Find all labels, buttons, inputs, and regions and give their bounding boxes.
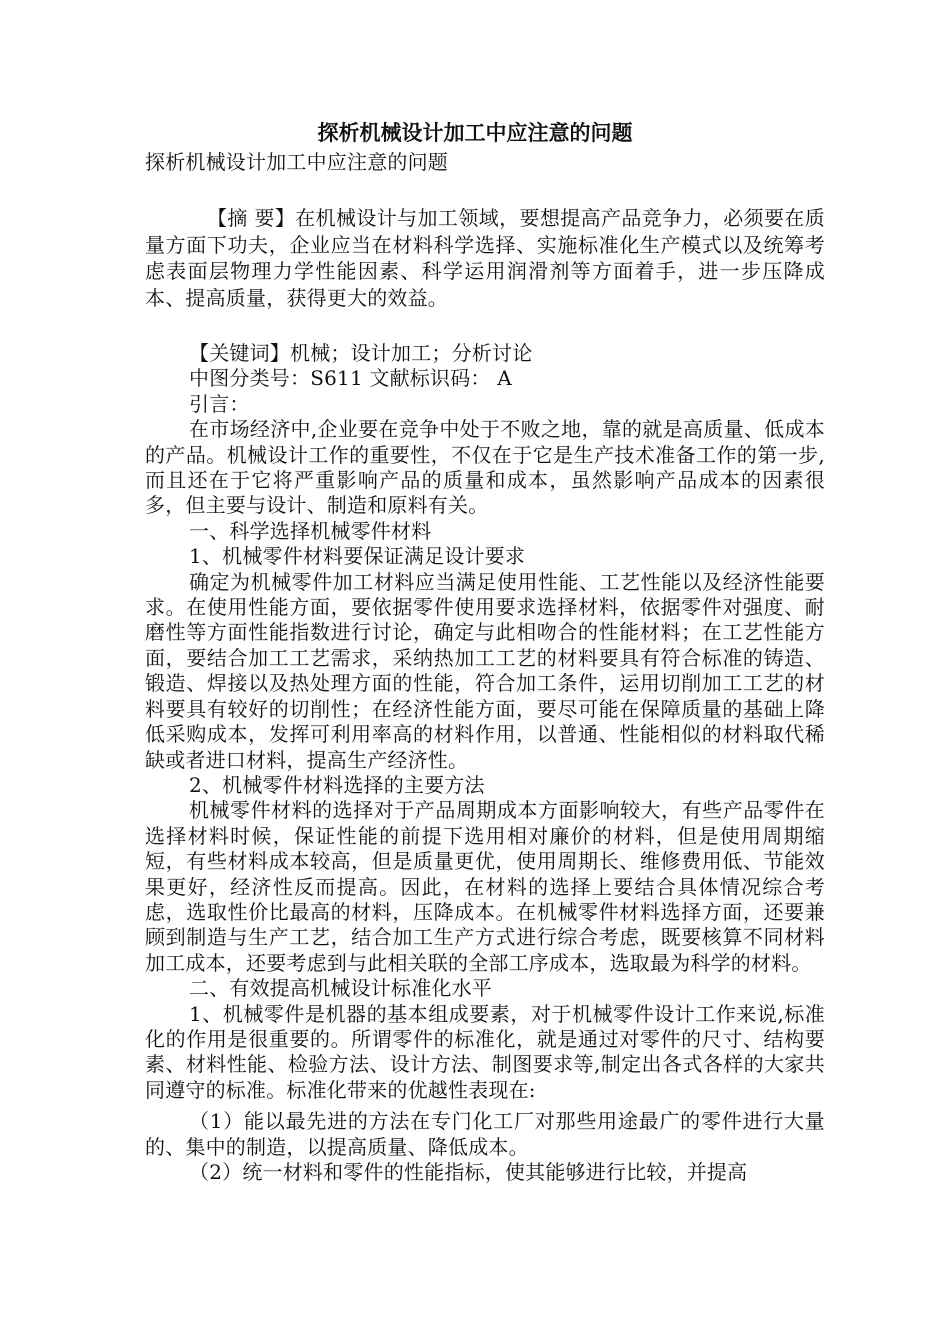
section-heading: 一、科学选择机械零件材料	[189, 518, 432, 543]
document-page	[145, 118, 825, 1185]
intro-paragraph: 在市场经济中,企业要在竞争中处于不败之地，靠的就是高质量、低成本的产品。机械设计工作的重要性，不仅在于它是生产技术准备工作的第一步,而且还在于它将严重影响产品的质量和成本，虽然影响产品成本的因素很多，但主要与设计、制造和原料有关。	[145, 417, 825, 518]
list-item: （2）统一材料和零件的性能指标，使其能够进行比较，并提高	[189, 1160, 748, 1184]
body-paragraph: 确定为机械零件加工材料应当满足使用性能、工艺性能以及经济性能要求。在使用性能方面，要依据零件使用要求选择材料，依据零件对强度、耐磨性等方面性能指数进行讨论，确定与此相吻合的性能材料；在工艺性能方面，要结合加工工艺需求，采纳热加工工艺的材料要具有符合标准的铸造、锻造、焊接以及热处理方面的性能，符合加工条件，运用切削加工工艺的材料要具有较好的切削性；在经济性能方面，要尽可能在保障质量的基础上降低采购成本，发挥可利用率高的材料作用，以普通、性能相似的材料取代稀缺或者进口材料，提高生产经济性。	[145, 569, 825, 772]
keywords-line: 【关键词】机械；设计加工；分析讨论	[189, 341, 533, 365]
subsection-heading: 2、机械零件材料选择的主要方法	[189, 772, 485, 797]
document-subtitle: 探析机械设计加工中应注意的问题	[145, 150, 448, 174]
subsection-heading: 1、机械零件材料要保证满足设计要求	[189, 544, 526, 569]
list-item: （1）能以最先进的方法在专门化工厂对那些用途最广的零件进行大量的、集中的制造，以提高质量、降低成本。	[145, 1109, 825, 1159]
document-title: 探析机械设计加工中应注意的问题	[317, 120, 633, 145]
intro-heading: 引言：	[189, 391, 250, 416]
section-heading: 二、有效提高机械设计标准化水平	[189, 976, 492, 1001]
body-paragraph: 机械零件材料的选择对于产品周期成本方面影响较大，有些产品零件在选择材料时候，保证性能的前提下选用相对廉价的材料，但是使用周期缩短，有些材料成本较高，但是质量更优，使用周期长、维修费用低、节能效果更好，经济性反而提高。因此，在材料的选择上要结合具体情况综合考虑，选取性价比最高的材料，压降成本。在机械零件材料选择方面，还要兼顾到制造与生产工艺，结合加工生产方式进行综合考虑，既要核算不同材料加工成本，还要考虑到与此相关联的全部工序成本，选取最为科学的材料。	[145, 798, 825, 975]
spacer	[145, 176, 825, 201]
abstract-paragraph: 【摘 要】在机械设计与加工领域，要想提高产品竞争力，必须要在质量方面下功夫，企业应当在材料科学选择、实施标准化生产模式以及统筹考虑表面层物理力学性能因素、科学运用润滑剂等方面着手，进一步压降成本、提高质量，获得更大的效益。	[145, 206, 825, 310]
classification-line: 中图分类号：S611 文献标识码： A	[189, 366, 512, 391]
spacer	[145, 311, 825, 341]
body-paragraph: 1、机械零件是机器的基本组成要素，对于机械零件设计工作来说,标准化的作用是很重要的。所谓零件的标准化，就是通过对零件的尺寸、结构要素、材料性能、检验方法、设计方法、制图要求等,制定出各式各样的大家共同遵守的标准。标准化带来的优越性表现在:	[145, 1001, 825, 1102]
